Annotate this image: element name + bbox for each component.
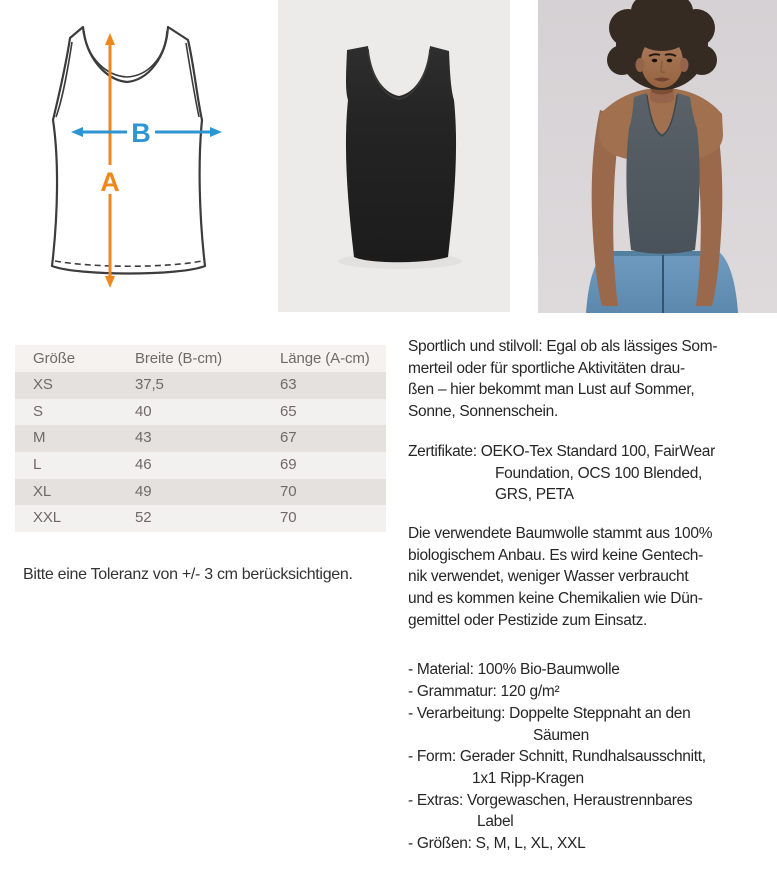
text-line: Die verwendete Baumwolle stammt aus 100%	[408, 524, 713, 542]
text-line: biologischem Anbau. Es wird keine Gentech-	[408, 546, 703, 564]
label-a: A	[100, 167, 120, 197]
table-row	[15, 452, 386, 479]
description-column	[408, 336, 774, 855]
garment-silhouette	[52, 27, 205, 274]
table-row	[15, 505, 386, 532]
table-cell: 63	[280, 376, 297, 393]
paragraph-certificates	[408, 441, 774, 506]
text-line: merteil oder für sportliche Aktivitäten drau-	[408, 359, 685, 377]
table-cell: 43	[135, 429, 152, 447]
table-cell: 65	[280, 402, 297, 420]
table-cell: XS	[33, 376, 53, 393]
size-table-body	[15, 372, 386, 532]
table-cell: 46	[135, 456, 152, 474]
column-header-size: Größe	[33, 350, 76, 367]
table-cell: 40	[135, 402, 152, 420]
table-cell: XL	[33, 482, 52, 500]
text-line: Zertifikate: OEKO-Tex Standard 100, FairWear	[408, 442, 715, 460]
table-cell: 49	[135, 482, 152, 500]
text-line: Säumen	[533, 726, 589, 744]
text-line: - Grammatur: 120 g/m²	[408, 683, 560, 701]
text-line: GRS, PETA	[495, 486, 574, 504]
table-cell: L	[33, 456, 42, 474]
table-cell: XXL	[33, 509, 62, 527]
hair-fringe	[639, 27, 685, 51]
column-header-width: Breite (B-cm)	[135, 350, 223, 367]
table-row	[15, 399, 386, 426]
size-table-header-row	[15, 345, 386, 372]
text-line: ßen – hier bekommt man Lust auf Sommer,	[408, 381, 695, 399]
text-line: Sportlich und stilvoll: Egal ob als lässiges Som-	[408, 338, 718, 355]
table-cell: 67	[280, 429, 297, 447]
model-left-ear	[636, 58, 645, 72]
table-cell: S	[33, 402, 43, 420]
column-header-length: Länge (A-cm)	[280, 350, 370, 367]
text-line: - Größen: S, M, L, XL, XXL	[408, 835, 586, 853]
black-tank-top-image	[278, 0, 510, 312]
table-cell: 37,5	[135, 376, 164, 393]
text-line: Foundation, OCS 100 Blended,	[495, 464, 703, 482]
black-tank-silhouette	[346, 46, 456, 262]
tank-top-outline-drawing	[20, 10, 240, 310]
table-row	[15, 479, 386, 506]
text-line: Label	[477, 813, 514, 831]
text-line: - Verarbeitung: Doppelte Steppnaht an den	[408, 704, 691, 722]
table-cell: 52	[135, 509, 152, 527]
product-photo-black-tank-top	[278, 0, 510, 312]
model-right-ear	[680, 58, 689, 72]
table-cell: 69	[280, 456, 297, 474]
text-line: gemittel oder Pestizide zum Einsatz.	[408, 611, 648, 629]
tolerance-note: Bitte eine Toleranz von +/- 3 cm berücksichtigen.	[23, 566, 353, 583]
model-photo	[538, 0, 777, 313]
table-cell: 70	[280, 482, 297, 500]
text-line: - Extras: Vorgewaschen, Heraustrennbares	[408, 791, 693, 809]
text-line: und es kommen keine Chemikalien wie Dün-	[408, 590, 703, 608]
model-wearing-tank-top-image	[538, 0, 777, 313]
text-line: Sonne, Sonnenschein.	[408, 403, 558, 421]
label-b: B	[131, 118, 151, 148]
paragraph-intro	[408, 336, 774, 423]
paragraph-cotton	[408, 523, 774, 632]
text-line: nik verwendet, weniger Wasser verbraucht	[408, 568, 689, 586]
size-table	[15, 345, 386, 532]
paragraph-specs	[408, 659, 774, 854]
text-line: - Form: Gerader Schnitt, Rundhalsausschnitt,	[408, 748, 706, 766]
text-line: - Material: 100% Bio-Baumwolle	[408, 661, 620, 679]
text-line: 1x1 Ripp-Kragen	[472, 769, 584, 787]
table-row	[15, 425, 386, 452]
table-row	[15, 372, 386, 399]
table-cell: 70	[280, 509, 297, 527]
measurement-diagram	[20, 10, 240, 310]
table-cell: M	[33, 429, 46, 447]
